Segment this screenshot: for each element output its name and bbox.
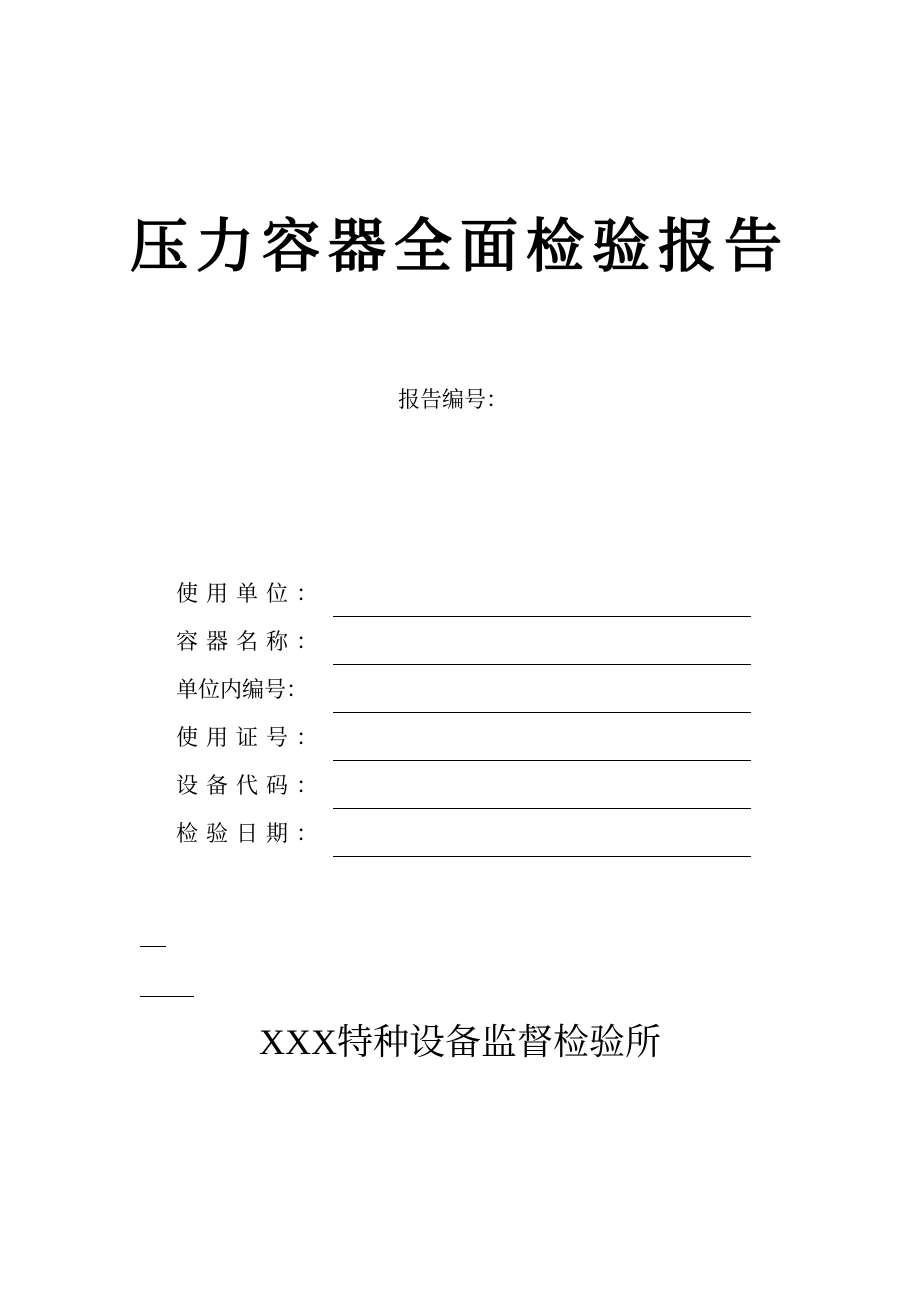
info-fields xyxy=(176,576,756,864)
field-label: 使用证号： xyxy=(176,726,327,751)
report-number-label: 报告编号： xyxy=(398,388,509,413)
field-label: 容器名称： xyxy=(176,630,327,655)
field-label: 使用单位： xyxy=(176,582,327,607)
field-certificate-number xyxy=(176,720,756,768)
field-label: 设备代码： xyxy=(176,774,327,799)
field-underline xyxy=(333,856,751,857)
dash-long xyxy=(140,996,194,997)
field-equipment-code xyxy=(176,768,756,816)
field-underline xyxy=(333,808,751,809)
field-inspection-date xyxy=(176,816,756,864)
field-underline xyxy=(333,712,751,713)
dash-short xyxy=(140,946,166,947)
field-underline xyxy=(333,760,751,761)
field-vessel-name xyxy=(176,624,756,672)
field-use-unit xyxy=(176,576,756,624)
document-title: 压力容器全面检验报告 xyxy=(129,212,790,280)
field-underline xyxy=(333,616,751,617)
field-underline xyxy=(333,664,751,665)
field-label: 检验日期： xyxy=(176,822,327,847)
organization-name: XXX特种设备监督检验所 xyxy=(259,1022,661,1062)
field-internal-number xyxy=(176,672,756,720)
field-label: 单位内编号： xyxy=(176,678,309,703)
